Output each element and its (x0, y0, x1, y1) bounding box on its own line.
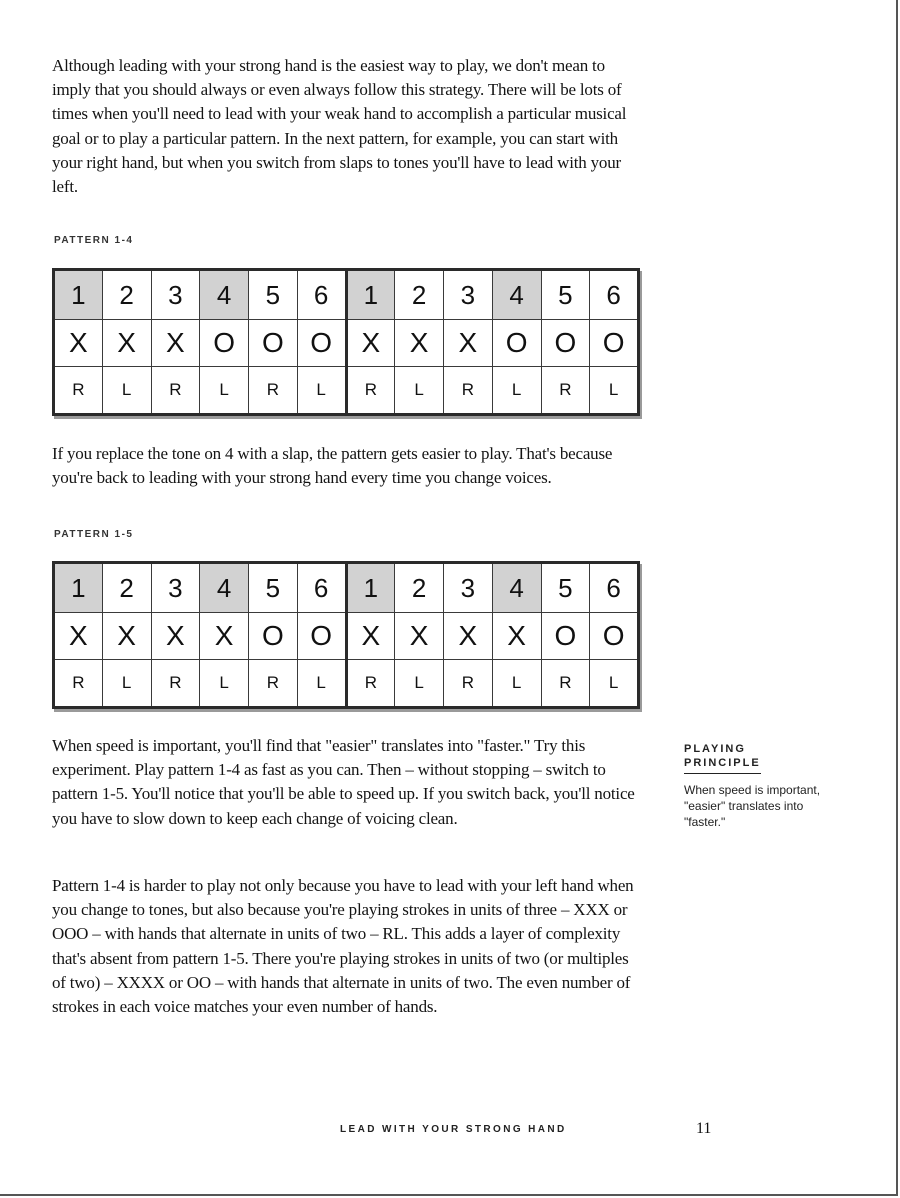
hand-cell: R (151, 660, 200, 708)
voice-cell: O (297, 320, 346, 367)
voice-cell: O (541, 320, 590, 367)
voice-cell: O (249, 613, 298, 660)
hand-cell: L (297, 367, 346, 415)
hand-cell: R (249, 660, 298, 708)
hand-cell: R (54, 660, 103, 708)
voice-cell: O (249, 320, 298, 367)
count-cell: 3 (444, 563, 493, 613)
playing-principle-sidebar (684, 742, 834, 830)
paragraph-intro: Although leading with your strong hand is the easiest way to play, we don't mean to imply that you should always or even always follow this strategy. There will be lots of times when you'll need to lead with your weak hand to accomplish a particular musical goal or to play a particular pattern. In the next pattern, for example, you can start with your right hand, but when you switch from slaps to tones you'll have to lead with your left. (52, 56, 627, 197)
hand-cell: L (492, 660, 541, 708)
hand-cell: L (395, 367, 444, 415)
hand-cell: R (54, 367, 103, 415)
count-cell: 1 (346, 563, 395, 613)
hand-cell: L (297, 660, 346, 708)
hand-row (54, 660, 639, 708)
count-cell: 6 (590, 563, 639, 613)
sidebar-text: When speed is important, "easier" translates into "faster." (684, 783, 821, 829)
voice-cell: X (102, 613, 151, 660)
voice-cell: X (395, 613, 444, 660)
hand-cell: R (249, 367, 298, 415)
hand-cell: R (444, 660, 493, 708)
voice-cell: O (297, 613, 346, 660)
pattern-1-5-label: PATTERN 1-5 (54, 529, 134, 540)
count-cell: 5 (541, 563, 590, 613)
hand-cell: R (346, 367, 395, 415)
voice-cell: X (54, 320, 103, 367)
page-number: 11 (696, 1120, 712, 1137)
count-cell: 4 (200, 270, 249, 320)
voice-row (54, 613, 639, 660)
count-row (54, 563, 639, 613)
hand-cell: L (102, 367, 151, 415)
count-cell: 2 (102, 563, 151, 613)
sidebar-title-line1: PLAYING (684, 743, 746, 755)
voice-cell: O (200, 320, 249, 367)
hand-cell: L (590, 660, 639, 708)
count-cell: 4 (492, 270, 541, 320)
pattern-1-5-grid (52, 561, 640, 709)
hand-cell: R (346, 660, 395, 708)
paragraph-complexity: Pattern 1-4 is harder to play not only because you have to lead with your left hand when you change to tones, but also because you're playing strokes in units of three – XXX or OOO – with hands that alternate in units of two – RL. This adds a layer of complexity that's absent from pattern 1-5. There you're playing strokes in units of two (or multiples of two) – XXXX or OO – with hands that alternate in units of two. The even number of strokes in each voice matches your even number of hands. (52, 876, 634, 1017)
count-cell: 5 (541, 270, 590, 320)
hand-cell: L (102, 660, 151, 708)
count-cell: 5 (249, 270, 298, 320)
hand-cell: L (492, 367, 541, 415)
voice-cell: X (492, 613, 541, 660)
hand-cell: R (151, 367, 200, 415)
sidebar-title-line2: PRINCIPLE (684, 757, 761, 769)
count-cell: 3 (151, 563, 200, 613)
voice-cell: O (541, 613, 590, 660)
voice-cell: X (102, 320, 151, 367)
voice-cell: X (395, 320, 444, 367)
voice-cell: X (54, 613, 103, 660)
count-cell: 6 (590, 270, 639, 320)
paragraph-speed: When speed is important, you'll find that "easier" translates into "faster." Try this experiment. Play pattern 1-4 as fast as you can. Then – without stopping – switch to pattern 1-5. You'll notice that you'll be able to speed up. If you switch back, you'll notice you have to slow down to keep each change of voicing clean. (52, 736, 635, 828)
count-cell: 6 (297, 270, 346, 320)
count-cell: 1 (54, 270, 103, 320)
hand-cell: L (395, 660, 444, 708)
hand-cell: R (541, 367, 590, 415)
voice-cell: X (151, 613, 200, 660)
voice-cell: X (200, 613, 249, 660)
count-cell: 3 (151, 270, 200, 320)
pattern-1-4-label: PATTERN 1-4 (54, 235, 134, 246)
count-cell: 4 (492, 563, 541, 613)
hand-cell: L (200, 660, 249, 708)
hand-cell: L (590, 367, 639, 415)
voice-cell: O (492, 320, 541, 367)
count-cell: 5 (249, 563, 298, 613)
count-row (54, 270, 639, 320)
paragraph-slap-easier: If you replace the tone on 4 with a slap, the pattern gets easier to play. That's because you're back to leading with your strong hand every time you change voices. (52, 444, 613, 488)
count-cell: 1 (54, 563, 103, 613)
hand-row (54, 367, 639, 415)
voice-row (54, 320, 639, 367)
count-cell: 3 (444, 270, 493, 320)
pattern-1-4-grid (52, 268, 640, 416)
sidebar-title (684, 742, 761, 774)
voice-cell: O (590, 320, 639, 367)
count-cell: 2 (395, 563, 444, 613)
hand-cell: R (444, 367, 493, 415)
count-cell: 2 (102, 270, 151, 320)
voice-cell: O (590, 613, 639, 660)
voice-cell: X (444, 320, 493, 367)
voice-cell: X (346, 613, 395, 660)
running-head: LEAD WITH YOUR STRONG HAND (340, 1124, 567, 1135)
count-cell: 4 (200, 563, 249, 613)
voice-cell: X (346, 320, 395, 367)
count-cell: 6 (297, 563, 346, 613)
hand-cell: L (200, 367, 249, 415)
voice-cell: X (444, 613, 493, 660)
count-cell: 1 (346, 270, 395, 320)
hand-cell: R (541, 660, 590, 708)
voice-cell: X (151, 320, 200, 367)
count-cell: 2 (395, 270, 444, 320)
